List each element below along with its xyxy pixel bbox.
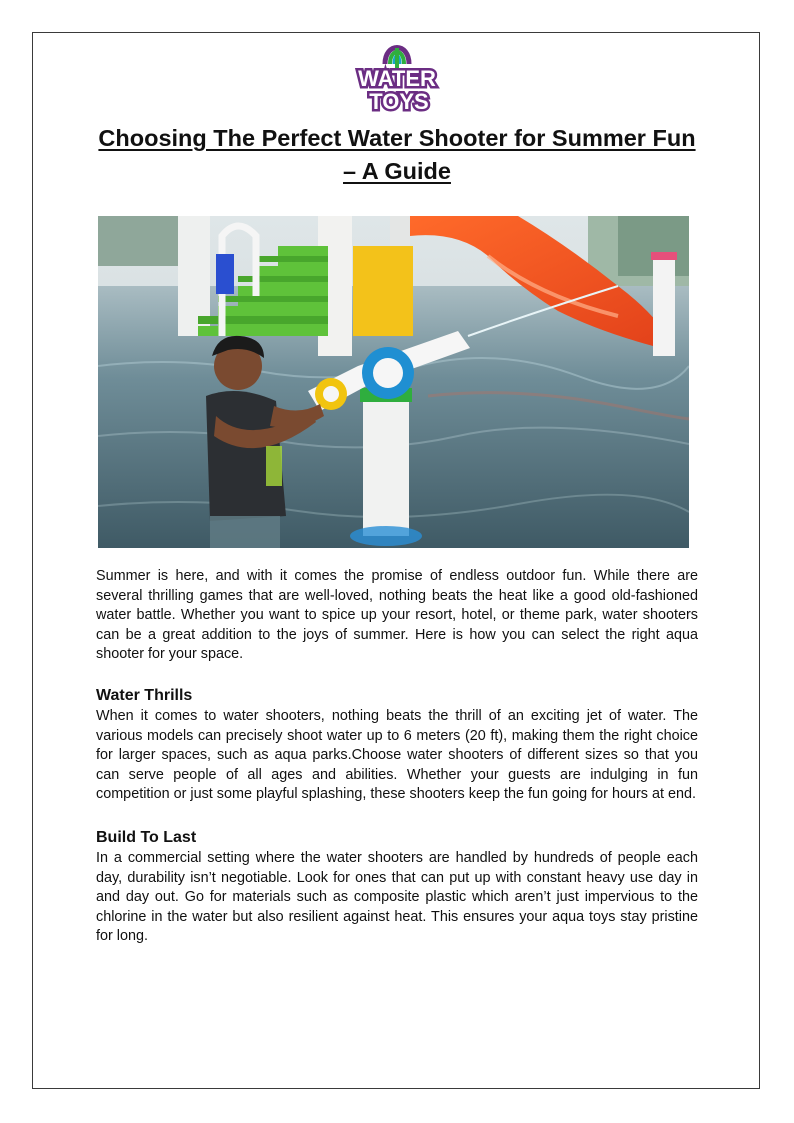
water-park-illustration	[98, 216, 689, 548]
logo-line2: TOYS	[369, 89, 429, 114]
section-text-build-to-last: In a commercial setting where the water shooters are handled by hundreds of people each day, durability isn’t negotiable. Look for ones that can put up with constant heavy use day in and day out. Go for materials such as composite plastic which aren’t just impervious to the chlorine in the water but also resilient against heat. This ensures your aqua toys stay pristine for long.	[96, 849, 698, 945]
title-line-2: – A Guide	[343, 158, 451, 184]
section-text-water-thrills: When it comes to water shooters, nothing beats the thrill of an exciting jet of water. The various models can precisely shoot water up to 6 meters (20 ft), making them the right choice for larger spaces, such as aqua parks.Choose water shooters of different sizes so that you can serve people of all ages and abilities. Whether your guests are indulging in fun competition or just some playful splashing, these shooters keep the fun going for hours at end.	[96, 707, 698, 803]
article-body	[96, 567, 698, 947]
title-line-1: Choosing The Perfect Water Shooter for Summer Fun	[98, 125, 696, 151]
section-heading-water-thrills: Water Thrills	[96, 686, 193, 704]
intro-paragraph: Summer is here, and with it comes the promise of endless outdoor fun. While there are several thrilling games that are well-loved, nothing beats the heat like a good old-fashioned water battle. Whether you want to spice up your resort, hotel, or theme park, water shooters can be a great addition to the joys of summer. Here is how you can select the right aqua shooter for your space.	[96, 568, 698, 663]
hero-photo	[98, 216, 689, 548]
water-fountain-icon	[347, 34, 447, 118]
section-heading-build-to-last: Build To Last	[96, 828, 197, 846]
logo-line1: WATER	[358, 66, 436, 91]
page-title	[96, 122, 698, 188]
water-toys-logo	[347, 34, 447, 118]
